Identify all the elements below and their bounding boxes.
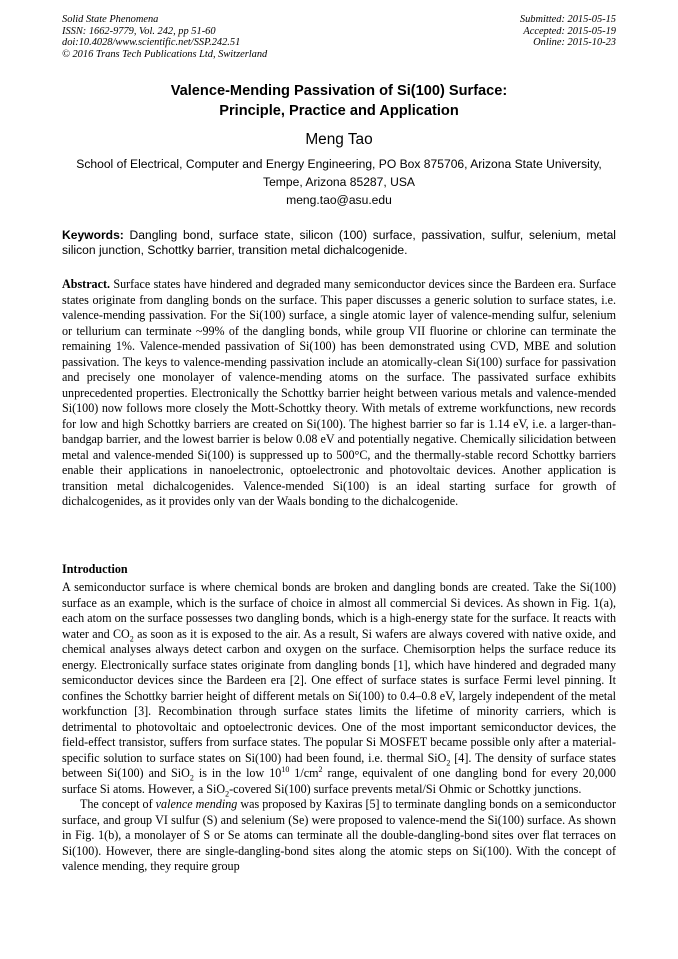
text-run: is in the low 10 xyxy=(193,766,282,780)
subscript: 2 xyxy=(225,788,230,798)
subscript: 2 xyxy=(446,757,451,767)
italic-term: valence mending xyxy=(155,797,238,811)
online-date: Online: 2015-10-23 xyxy=(533,37,616,49)
text-run: as soon as it is exposed to the air. As a result, Si wafers are always covered with native oxide, and chemical analyses always detect carbon and oxygen on the surface. Chemisorption helps the surface reduce its energy. Electronically surface states originate from dangling bonds [1], which have hindered and degraded many semiconductor devices since the Bardeen era [2]. One effect of surface states is surface Fermi level pinning. It confines the Schottky barrier height of different metals on Si(100) to 0.4–0.8 eV, largely independent of the metal workfunction [3]. Recombination through surface states limits the lifetime of minority carriers, which is detrimental to photovoltaic and optoelectronic devices. One of the most important semiconductor devices, the field-effect transistor, suffers from surface states. The popular Si MOSFET became possible only after a material-specific solution to surface states on Si(100) had been found, i.e. thermal SiO xyxy=(62,626,616,765)
submitted-date: Submitted: 2015-05-15 xyxy=(519,14,616,25)
subscript: 2 xyxy=(129,633,134,643)
publication-dates xyxy=(520,14,616,49)
keywords-label: Keywords: xyxy=(62,228,124,242)
intro-paragraph-1 xyxy=(62,580,616,797)
abstract xyxy=(62,277,616,510)
keywords-text: Dangling bond, surface state, silicon (100) surface, passivation, sulfur, selenium, metal silicon junction, Schottky barrier, transition metal dichalcogenide. xyxy=(62,228,616,257)
abstract-label: Abstract. xyxy=(62,277,111,291)
journal-name: Solid State Phenomena xyxy=(62,14,159,25)
text-run: -covered Si(100) surface prevents metal/Si Ohmic or Schottky junctions. xyxy=(229,781,582,796)
intro-paragraph-2 xyxy=(62,797,616,875)
text-run: The concept of xyxy=(80,797,156,811)
copyright: © 2016 Trans Tech Publications Ltd, Switzerland xyxy=(62,48,268,60)
journal-info xyxy=(62,14,267,60)
text-run: range, equivalent of one dangling bond for every 20,000 surface Si atoms. However, a SiO xyxy=(62,766,616,796)
section-heading-introduction: Introduction xyxy=(62,562,128,576)
accepted-date: Accepted: 2015-05-19 xyxy=(523,25,616,37)
text-run: A semiconductor surface is where chemical bonds are broken and dangling bonds are created. Take the Si(100) surface as an example, which is the surface of choice in almost all commercial Si devices. As shown in Fig. 1(a), each atom on the surface possesses two dangling bonds, which is a high-energy state for the surface. It reacts with water and CO xyxy=(62,580,616,641)
subscript: 2 xyxy=(189,773,194,783)
superscript: 2 xyxy=(318,764,323,774)
introduction-body xyxy=(62,580,616,875)
keywords xyxy=(62,228,616,258)
title-line-1: Valence-Mending Passivation of Si(100) Surface: xyxy=(170,83,508,99)
affiliation: School of Electrical, Computer and Energy Engineering, PO Box 875706, Arizona State University, Tempe, Arizona 85287, USA xyxy=(76,157,602,189)
abstract-text: Surface states have hindered and degraded many semiconductor devices since the Bardeen era. Surface states originate from dangling bonds on the surface. This paper discusses a generic solution to surface states, i.e. valence-mending passivation. For the Si(100) surface, a single atomic layer of valence-mending sulfur, selenium or tellurium can terminate ~99% of the dangling bonds, while group VII fluorine or chlorine can terminate the remaining 1%. Valence-mended passivation of Si(100) has been demonstrated using CVD, MBE and solution passivation. The keys to valence-mending passivation include an atomically-clean Si(100) surface for passivation and precisely one monolayer of valence-mending atoms on the surface. The passivated surface exhibits unprecedented properties. Electronically the Schottky barrier height between various metals and valence-mended Si(100) now follows more closely the Mott-Schottky theory. With metals of extreme workfunctions, new records for low and high Schottky barriers are created on Si(100). The highest barrier so far is 1.14 eV, i.e. a larger-than-bandgap barrier, and the lowest barrier is below 0.08 eV and potentially negative. Chemically silicidation between metal and valence-mended Si(100) is suppressed up to 500°C, and the thermally-stable record Schottky barriers enable their applications in nanoelectronic, optoelectronic and photovoltaic devices. Another application is transition metal dichalcogenides. Valence-mended Si(100) is an ideal starting surface for growth of dichalcogenides, as it provides only van der Waals bonding to the dichalcogenide. xyxy=(62,277,616,508)
text-run: was proposed by Kaxiras [5] to terminate dangling bonds on a semiconductor surface, and group VI sulfur (S) and selenium (Se) were proposed to valence-mend the Si(100) surface. As shown in Fig. 1(b), a monolayer of S or Se atoms can terminate all the double-dangling-bond sites over flat terraces on Si(100). However, there are single-dangling-bond sites along the atomic steps on Si(100). With the concept of valence mending, they require group xyxy=(62,797,616,873)
doi[interactable]: doi:10.4028/www.scientific.net/SSP.242.51 xyxy=(62,37,241,49)
superscript: 10 xyxy=(281,764,290,774)
text-run: [4]. The density of surface states between Si(100) and SiO xyxy=(62,750,617,780)
text-run: 1/cm xyxy=(289,766,319,780)
title-line-2: Principle, Practice and Application xyxy=(219,103,459,119)
author-email[interactable]: meng.tao@asu.edu xyxy=(286,193,392,207)
author-name: Meng Tao xyxy=(305,131,373,148)
issn: ISSN: 1662-9779, Vol. 242, pp 51-60 xyxy=(62,25,216,37)
paper-title xyxy=(40,81,638,121)
